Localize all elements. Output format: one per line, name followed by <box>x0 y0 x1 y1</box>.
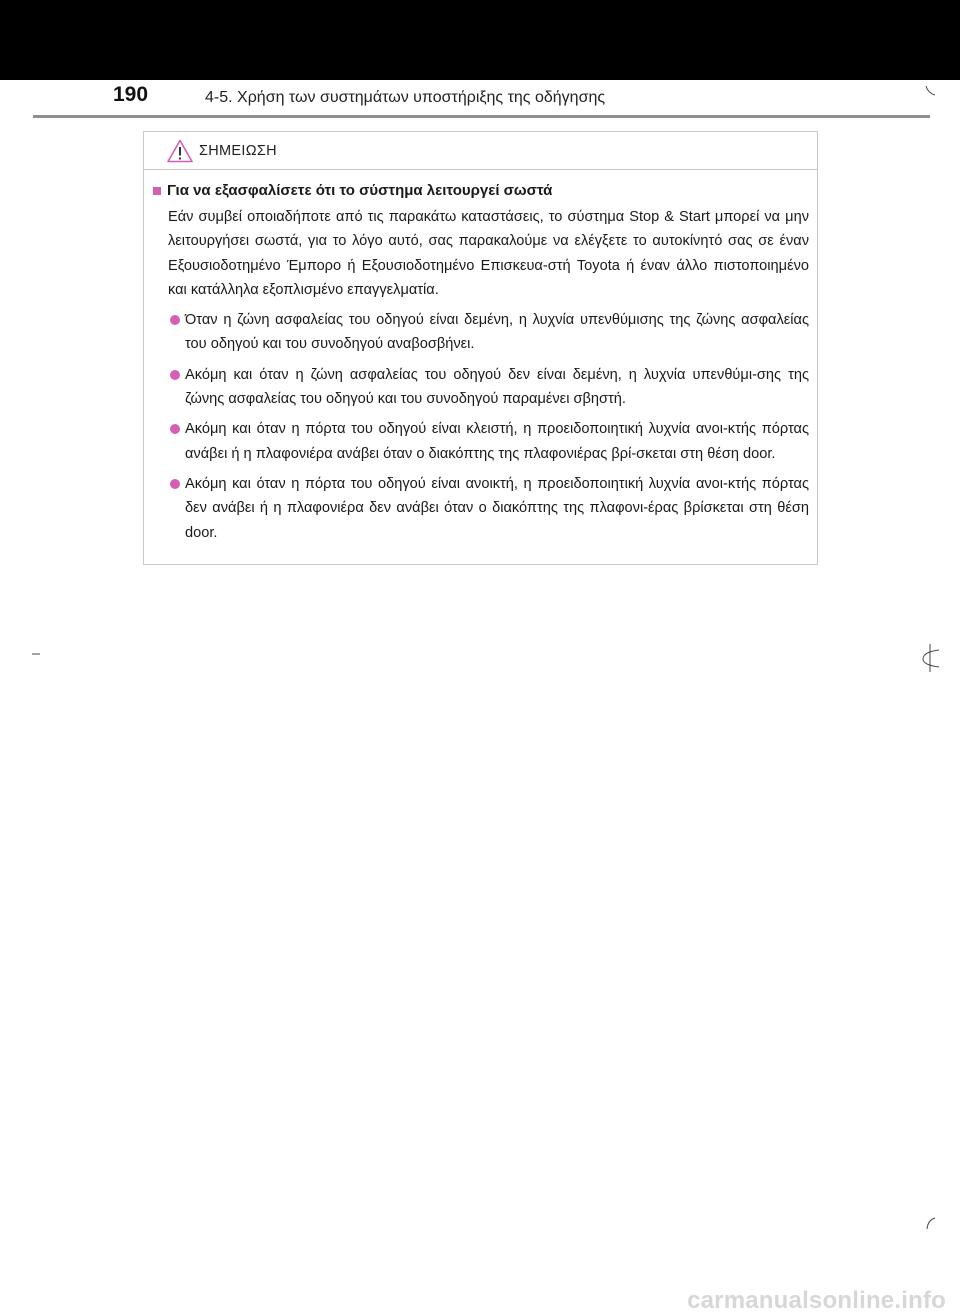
square-bullet-icon <box>153 187 161 195</box>
note-label: ΣΗΜΕΙΩΣΗ <box>199 142 277 159</box>
list-item-text: Ακόμη και όταν η ζώνη ασφαλείας του οδηγού δεν είναι δεμένη, η λυχνία υπενθύμι-σης της ζώνης ασφαλείας του οδηγού και του συνοδηγού παραμένει σβηστή. <box>185 366 809 408</box>
bullet-dot-icon <box>170 370 180 380</box>
warning-triangle-icon <box>167 139 193 163</box>
list-item-text: Ακόμη και όταν η πόρτα του οδηγού είναι ανοικτή, η προειδοποιητική λυχνία ανοι-κτής πόρτας δεν ανάβει ή η πλαφονιέρα δεν ανάβει όταν ο διακόπτης της πλαφονι-έρας βρίσκεται στη θέση door. <box>185 475 809 541</box>
note-subheading-text: Για να εξασφαλίσετε ότι το σύστημα λειτουργεί σωστά <box>167 182 553 199</box>
watermark: carmanualsonline.info <box>687 1287 946 1314</box>
page-number: 190 <box>113 83 149 106</box>
note-subheading <box>153 182 809 199</box>
crop-mark-icon <box>30 651 42 657</box>
note-body <box>144 170 817 545</box>
header-divider <box>33 115 930 118</box>
list-item <box>153 417 809 466</box>
bullet-dot-icon <box>170 479 180 489</box>
note-box <box>143 131 818 565</box>
list-item-text: Ακόμη και όταν η πόρτα του οδηγού είναι κλειστή, η προειδοποιητική λυχνία ανοι-κτής πόρτας ανάβει ή η πλαφονιέρα ανάβει όταν ο διακόπτης της πλαφονιέρας βρί-σκεται στη θέση door. <box>185 421 809 462</box>
section-title: 4-5. Χρήση των συστημάτων υποστήριξης της οδήγησης <box>205 89 606 106</box>
list-item <box>153 308 809 357</box>
list-item-text: Όταν η ζώνη ασφαλείας του οδηγού είναι δεμένη, η λυχνία υπενθύμισης της ζώνης ασφαλείας του οδηγού και του συνοδηγού αναβοσβήνει. <box>185 312 809 353</box>
list-item <box>153 363 809 412</box>
bullet-dot-icon <box>170 424 180 434</box>
list-item <box>153 472 809 545</box>
top-black-bar <box>0 0 960 80</box>
note-paragraph: Εάν συμβεί οποιαδήποτε από τις παρακάτω καταστάσεις, το σύστημα Stop & Start μπορεί να μην λειτουργήσει σωστά, για το λόγο αυτό, σας παρακαλούμε να ελέγξετε το αυτοκίνητό σας σε έναν Εξουσιοδοτημένο Έμπορο ή Εξουσιοδοτημένο Επισκευα-στή Toyota ή έναν άλλο πιστοποιημένο και κατάλληλα εξοπλισμένο επαγγελματία. <box>168 209 809 298</box>
note-header <box>144 132 817 170</box>
crop-mark-icon <box>924 84 938 98</box>
crop-mark-icon <box>924 1216 938 1232</box>
bullet-dot-icon <box>170 315 180 325</box>
registration-mark-icon <box>918 643 942 673</box>
